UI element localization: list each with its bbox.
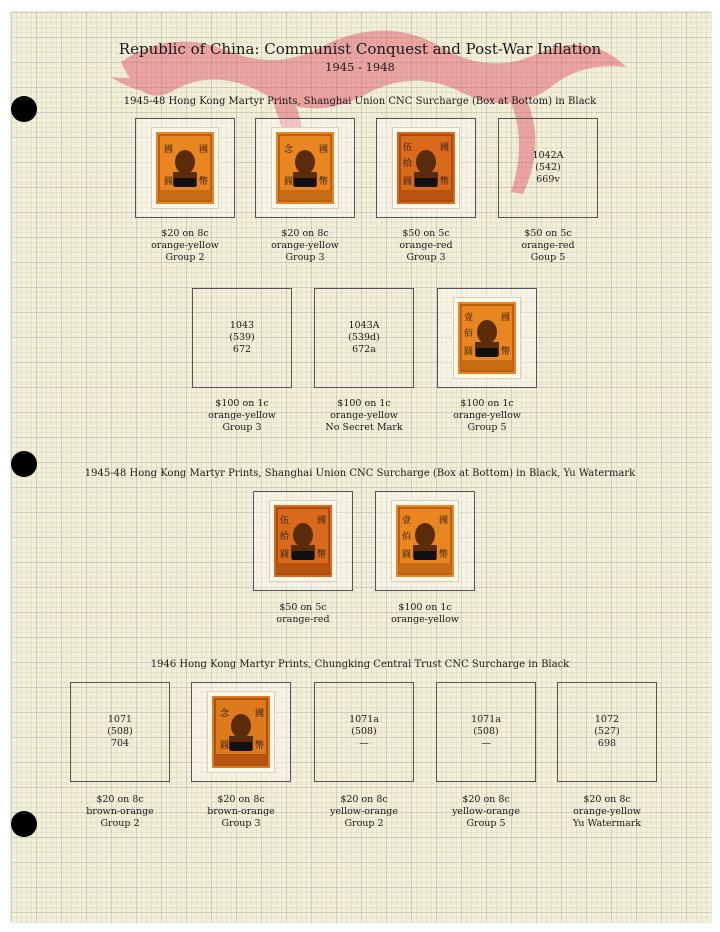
catalog-numbers: 1042A (542) 669v (532, 150, 564, 185)
empty-space-r4-4 (436, 682, 536, 782)
martyr-stamp-icon (212, 696, 270, 768)
svg-text:念: 念 (284, 145, 294, 155)
stamp-image (208, 692, 274, 772)
svg-text:國: 國 (317, 516, 327, 526)
svg-text:國: 國 (319, 145, 329, 155)
martyr-stamp-icon (276, 132, 334, 204)
svg-text:拾: 拾 (403, 159, 413, 169)
svg-text:國: 國 (440, 143, 450, 153)
empty-space-r4-5 (557, 682, 657, 782)
stamp-caption: $100 on 1c orange-yellow (391, 602, 459, 625)
svg-text:國: 國 (255, 709, 265, 719)
svg-text:壹: 壹 (402, 516, 412, 526)
stamp-image (392, 501, 458, 581)
stamp-caption: $20 on 8c orange-yellow Group 2 (151, 228, 219, 263)
album-page (11, 12, 711, 922)
svg-text:國: 國 (164, 145, 174, 155)
stamp-caption: $50 on 5c orange-red Group 3 (399, 228, 453, 263)
stamp-caption: $20 on 8c brown-orange Group 3 (207, 794, 275, 829)
empty-space-r1-4 (498, 118, 598, 218)
section-heading-3: 1946 Hong Kong Martyr Prints, Chungking Central Trust CNC Surcharge in Black (150, 659, 570, 670)
stamp-caption: $50 on 5c orange-red Goup 5 (521, 228, 575, 263)
svg-text:國: 國 (199, 145, 209, 155)
svg-text:圓: 圓 (280, 550, 290, 560)
stamp-mount-r3-2 (375, 491, 475, 591)
binder-hole-bottom (11, 811, 37, 837)
martyr-stamp-icon (397, 132, 455, 204)
empty-space-r4-3 (314, 682, 414, 782)
svg-text:壹: 壹 (464, 313, 474, 323)
svg-text:拾: 拾 (280, 532, 290, 542)
empty-space-r2-1 (192, 288, 292, 388)
stamp-caption: $20 on 8c brown-orange Group 2 (86, 794, 154, 829)
stamp-caption: $20 on 8c orange-yellow Yu Watermark (572, 794, 642, 829)
stamp-image (393, 128, 459, 208)
svg-text:圓: 圓 (403, 177, 413, 187)
stamp-mount-r3-1 (253, 491, 353, 591)
martyr-stamp-icon (274, 505, 332, 577)
catalog-numbers: 1072 (527) 698 (594, 714, 620, 749)
svg-text:幣: 幣 (317, 550, 327, 560)
svg-text:幣: 幣 (439, 550, 449, 560)
svg-text:幣: 幣 (501, 347, 511, 357)
catalog-numbers: 1071 (508) 704 (107, 714, 133, 749)
empty-space-r2-2 (314, 288, 414, 388)
svg-text:佰: 佰 (402, 532, 412, 542)
stamp-mount-r1-1 (135, 118, 235, 218)
catalog-numbers: 1043A (539d) 672a (348, 320, 380, 355)
stamp-caption: $100 on 1c orange-yellow Group 3 (208, 398, 276, 433)
catalog-numbers: 1071a (508) — (349, 714, 379, 749)
empty-space-r4-1 (70, 682, 170, 782)
martyr-stamp-icon (396, 505, 454, 577)
stamp-caption: $100 on 1c orange-yellow Group 5 (453, 398, 521, 433)
page-years: 1945 - 1948 (325, 60, 395, 74)
stamp-caption: $20 on 8c yellow-orange Group 5 (452, 794, 520, 829)
stamp-caption: $100 on 1c orange-yellow No Secret Mark (325, 398, 403, 433)
stamp-mount-r4-2 (191, 682, 291, 782)
svg-text:圓: 圓 (164, 177, 174, 187)
stamp-image (270, 501, 336, 581)
svg-text:圓: 圓 (402, 550, 412, 560)
stamp-caption: $20 on 8c orange-yellow Group 3 (271, 228, 339, 263)
svg-text:伍: 伍 (280, 516, 290, 526)
stamp-caption: $20 on 8c yellow-orange Group 2 (330, 794, 398, 829)
martyr-stamp-icon (156, 132, 214, 204)
svg-text:圓: 圓 (464, 347, 474, 357)
section-heading-2: 1945-48 Hong Kong Martyr Prints, Shanghai Union CNC Surcharge (Box at Bottom) in Black, Yu Watermark (84, 468, 636, 479)
stamp-caption: $50 on 5c orange-red (276, 602, 330, 625)
svg-text:圓: 圓 (284, 177, 294, 187)
svg-text:幣: 幣 (199, 177, 209, 187)
svg-text:念: 念 (220, 709, 230, 719)
svg-text:幣: 幣 (255, 741, 265, 751)
stamp-image (152, 128, 218, 208)
martyr-stamp-icon (458, 302, 516, 374)
svg-text:幣: 幣 (319, 177, 329, 187)
stamp-mount-r1-2 (255, 118, 355, 218)
svg-text:圓: 圓 (220, 741, 230, 751)
catalog-numbers: 1071a (508) — (471, 714, 501, 749)
page-title: Republic of China: Communist Conquest and Post-War Inflation (118, 40, 602, 58)
svg-text:幣: 幣 (440, 177, 450, 187)
stamp-mount-r1-3 (376, 118, 476, 218)
section-heading-1: 1945-48 Hong Kong Martyr Prints, Shanghai Union CNC Surcharge (Box at Bottom) in Black (123, 96, 597, 107)
catalog-numbers: 1043 (539) 672 (229, 320, 255, 355)
svg-text:國: 國 (439, 516, 449, 526)
svg-text:伍: 伍 (403, 143, 413, 153)
svg-text:佰: 佰 (464, 329, 474, 339)
svg-text:國: 國 (501, 313, 511, 323)
stamp-mount-r2-3 (437, 288, 537, 388)
stamp-image (272, 128, 338, 208)
stamp-image (454, 298, 520, 378)
